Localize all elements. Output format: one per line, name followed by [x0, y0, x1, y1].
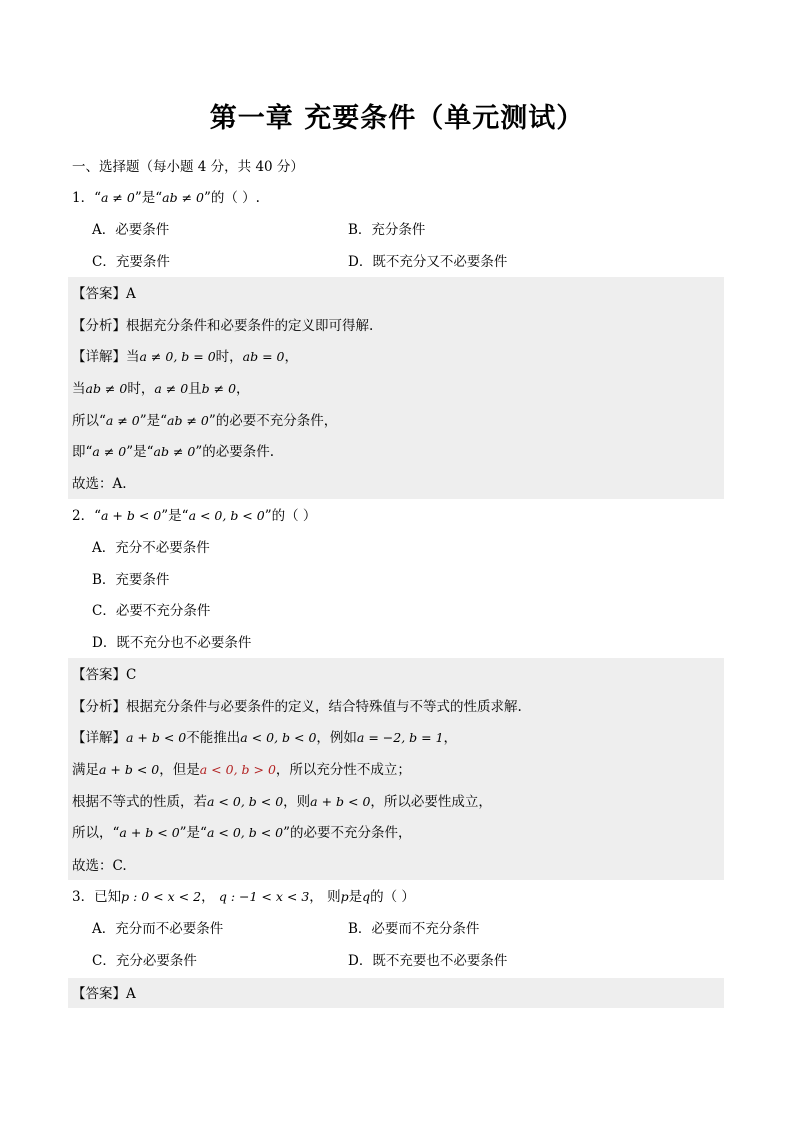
q2-stem: 2．“a + b < 0”是“a < 0, b < 0”的（ ） [72, 508, 317, 524]
q1-detail-line-2: 当ab ≠ 0时，a ≠ 0且b ≠ 0， [72, 381, 250, 397]
q1-option-c: C．充要条件 [92, 254, 170, 270]
q2-analysis: 【分析】根据充分条件与必要条件的定义，结合特殊值与不等式的性质求解. [72, 699, 522, 715]
q3-option-c: C．充分必要条件 [92, 953, 197, 969]
q2-answer: 【答案】C [72, 667, 137, 683]
q2-detail-line-3: 根据不等式的性质，若a < 0, b < 0，则a + b < 0，所以必要性成立， [72, 794, 492, 810]
q3-answer: 【答案】A [72, 986, 136, 1002]
q1-detail-line-4: 即“a ≠ 0”是“ab ≠ 0”的必要条件. [72, 444, 275, 460]
q1-choice: 故选：A. [72, 476, 127, 492]
q1-answer: 【答案】A [72, 286, 136, 302]
q2-detail-line-1: 【详解】a + b < 0不能推出a < 0, b < 0，例如a = −2, b = 1， [72, 730, 458, 746]
q3-stem: 3．已知p : 0 < x < 2， q : −1 < x < 3， 则p是q的（ ） [72, 889, 415, 905]
q1-option-a: A．必要条件 [92, 222, 170, 238]
section-heading: 一、选择题（每小题 4 分，共 40 分） [72, 159, 304, 175]
q2-option-c: C．必要不充分条件 [92, 603, 211, 619]
q2-choice: 故选：C. [72, 858, 127, 874]
q2-detail-line-2: 满足a + b < 0，但是a < 0, b > 0，所以充分性不成立； [72, 762, 411, 778]
q1-analysis: 【分析】根据充分条件和必要条件的定义即可得解. [72, 318, 374, 334]
q3-option-a: A．充分而不必要条件 [92, 921, 224, 937]
q2-option-d: D．既不充分也不必要条件 [92, 635, 252, 651]
q1-option-b: B．充分条件 [348, 222, 426, 238]
q3-option-b: B．必要而不充分条件 [348, 921, 480, 937]
page-title: 第一章 充要条件（单元测试） [209, 103, 585, 134]
q3-option-d: D．既不充要也不必要条件 [348, 953, 508, 969]
q2-option-b: B．充要条件 [92, 572, 170, 588]
highlighted-counterexample: a < 0, b > 0 [199, 762, 276, 777]
q1-option-d: D．既不充分又不必要条件 [348, 254, 508, 270]
q3-answer-block [68, 978, 724, 1008]
q1-detail-line-1: 【详解】当a ≠ 0, b = 0时，ab = 0， [72, 349, 298, 365]
q2-option-a: A．充分不必要条件 [92, 540, 210, 556]
q1-stem: 1．“a ≠ 0”是“ab ≠ 0”的（ ）. [72, 190, 260, 206]
q2-detail-line-4: 所以，“a + b < 0”是“a < 0, b < 0”的必要不充分条件， [72, 825, 412, 841]
q1-detail-line-3: 所以“a ≠ 0”是“ab ≠ 0”的必要不充分条件， [72, 413, 338, 429]
